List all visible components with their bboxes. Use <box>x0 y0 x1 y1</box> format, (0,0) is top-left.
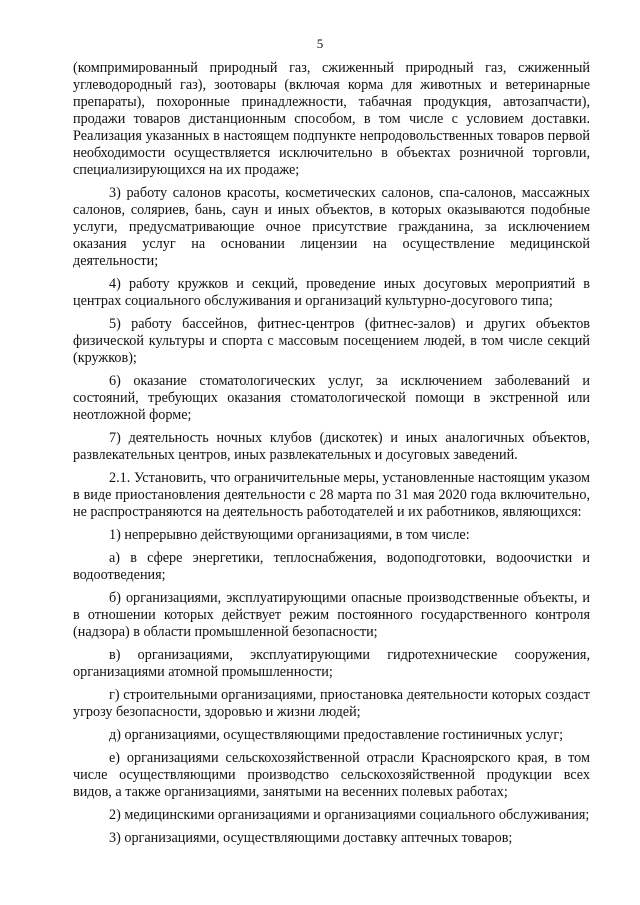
paragraph: а) в сфере энергетики, теплоснабжения, водоподготовки, водоочистки и водоотведения; <box>73 550 590 583</box>
paragraph: 2) медицинскими организациями и организациями социального обслуживания; <box>109 807 590 823</box>
paragraph: в) организациями, эксплуатирующими гидротехнические сооружения, организациями атомной промышленности; <box>73 647 590 680</box>
paragraph: 5) работу бассейнов, фитнес-центров (фитнес-залов) и других объектов физической культуры и спорта с массовым посещением людей, в том числе секций (кружков); <box>73 316 590 366</box>
paragraph: е) организациями сельскохозяйственной отрасли Красноярского края, в том числе осуществляющими производство сельскохозяйственной продукции всех видов, а также организациями, занятыми на весенних полевых работах; <box>73 750 590 800</box>
paragraph: д) организациями, осуществляющими предоставление гостиничных услуг; <box>109 727 564 743</box>
paragraph: 1) непрерывно действующими организациями, в том числе: <box>109 527 470 543</box>
paragraph: г) строительными организациями, приостановка деятельности которых создаст угрозу безопасности, здоровью и жизни людей; <box>73 687 590 720</box>
document-body <box>73 60 590 853</box>
paragraph: 4) работу кружков и секций, проведение иных досуговых мероприятий в центрах социального обслуживания и организаций культурно-досугового типа; <box>73 276 590 309</box>
paragraph: 3) организациями, осуществляющими доставку аптечных товаров; <box>109 830 513 846</box>
paragraph: 3) работу салонов красоты, косметических салонов, спа-салонов, массажных салонов, соляриев, бань, саун и иных объектов, в которых оказываются подобные услуги, предусматривающие очное присутствие гражданина, за исключением оказания услуг на основании лицензии на осуществление медицинской деятельности; <box>73 185 590 269</box>
paragraph: 6) оказание стоматологических услуг, за исключением заболеваний и состояний, требующих оказания стоматологической помощи в экстренной или неотложной форме; <box>73 373 590 423</box>
paragraph: (компримированный природный газ, сжиженный природный газ, сжиженный углеводородный газ), зоотовары (включая корма для животных и ветеринарные препараты), похоронные принадлежности, табачная продукция, автозапчасти), продажи товаров дистанционным способом, в том числе с условием доставки. Реализация указанных в настоящем подпункте непродовольственных товаров первой необходимости осуществляется исключительно в объектах розничной торговли, специализирующихся на их продаже; <box>73 60 590 178</box>
paragraph: 7) деятельность ночных клубов (дискотек) и иных аналогичных объектов, развлекательных центров, иных развлекательных и досуговых заведений. <box>73 430 590 463</box>
paragraph: 2.1. Установить, что ограничительные меры, установленные настоящим указом в виде приостановления деятельности с 28 марта по 31 мая 2020 года включительно, не распространяются на деятельность работодателей и их работников, являющихся: <box>73 470 590 520</box>
paragraph: б) организациями, эксплуатирующими опасные производственные объекты, и в отношении которых действует режим постоянного государственного контроля (надзора) в области промышленной безопасности; <box>73 590 590 640</box>
page-number: 5 <box>316 36 324 51</box>
